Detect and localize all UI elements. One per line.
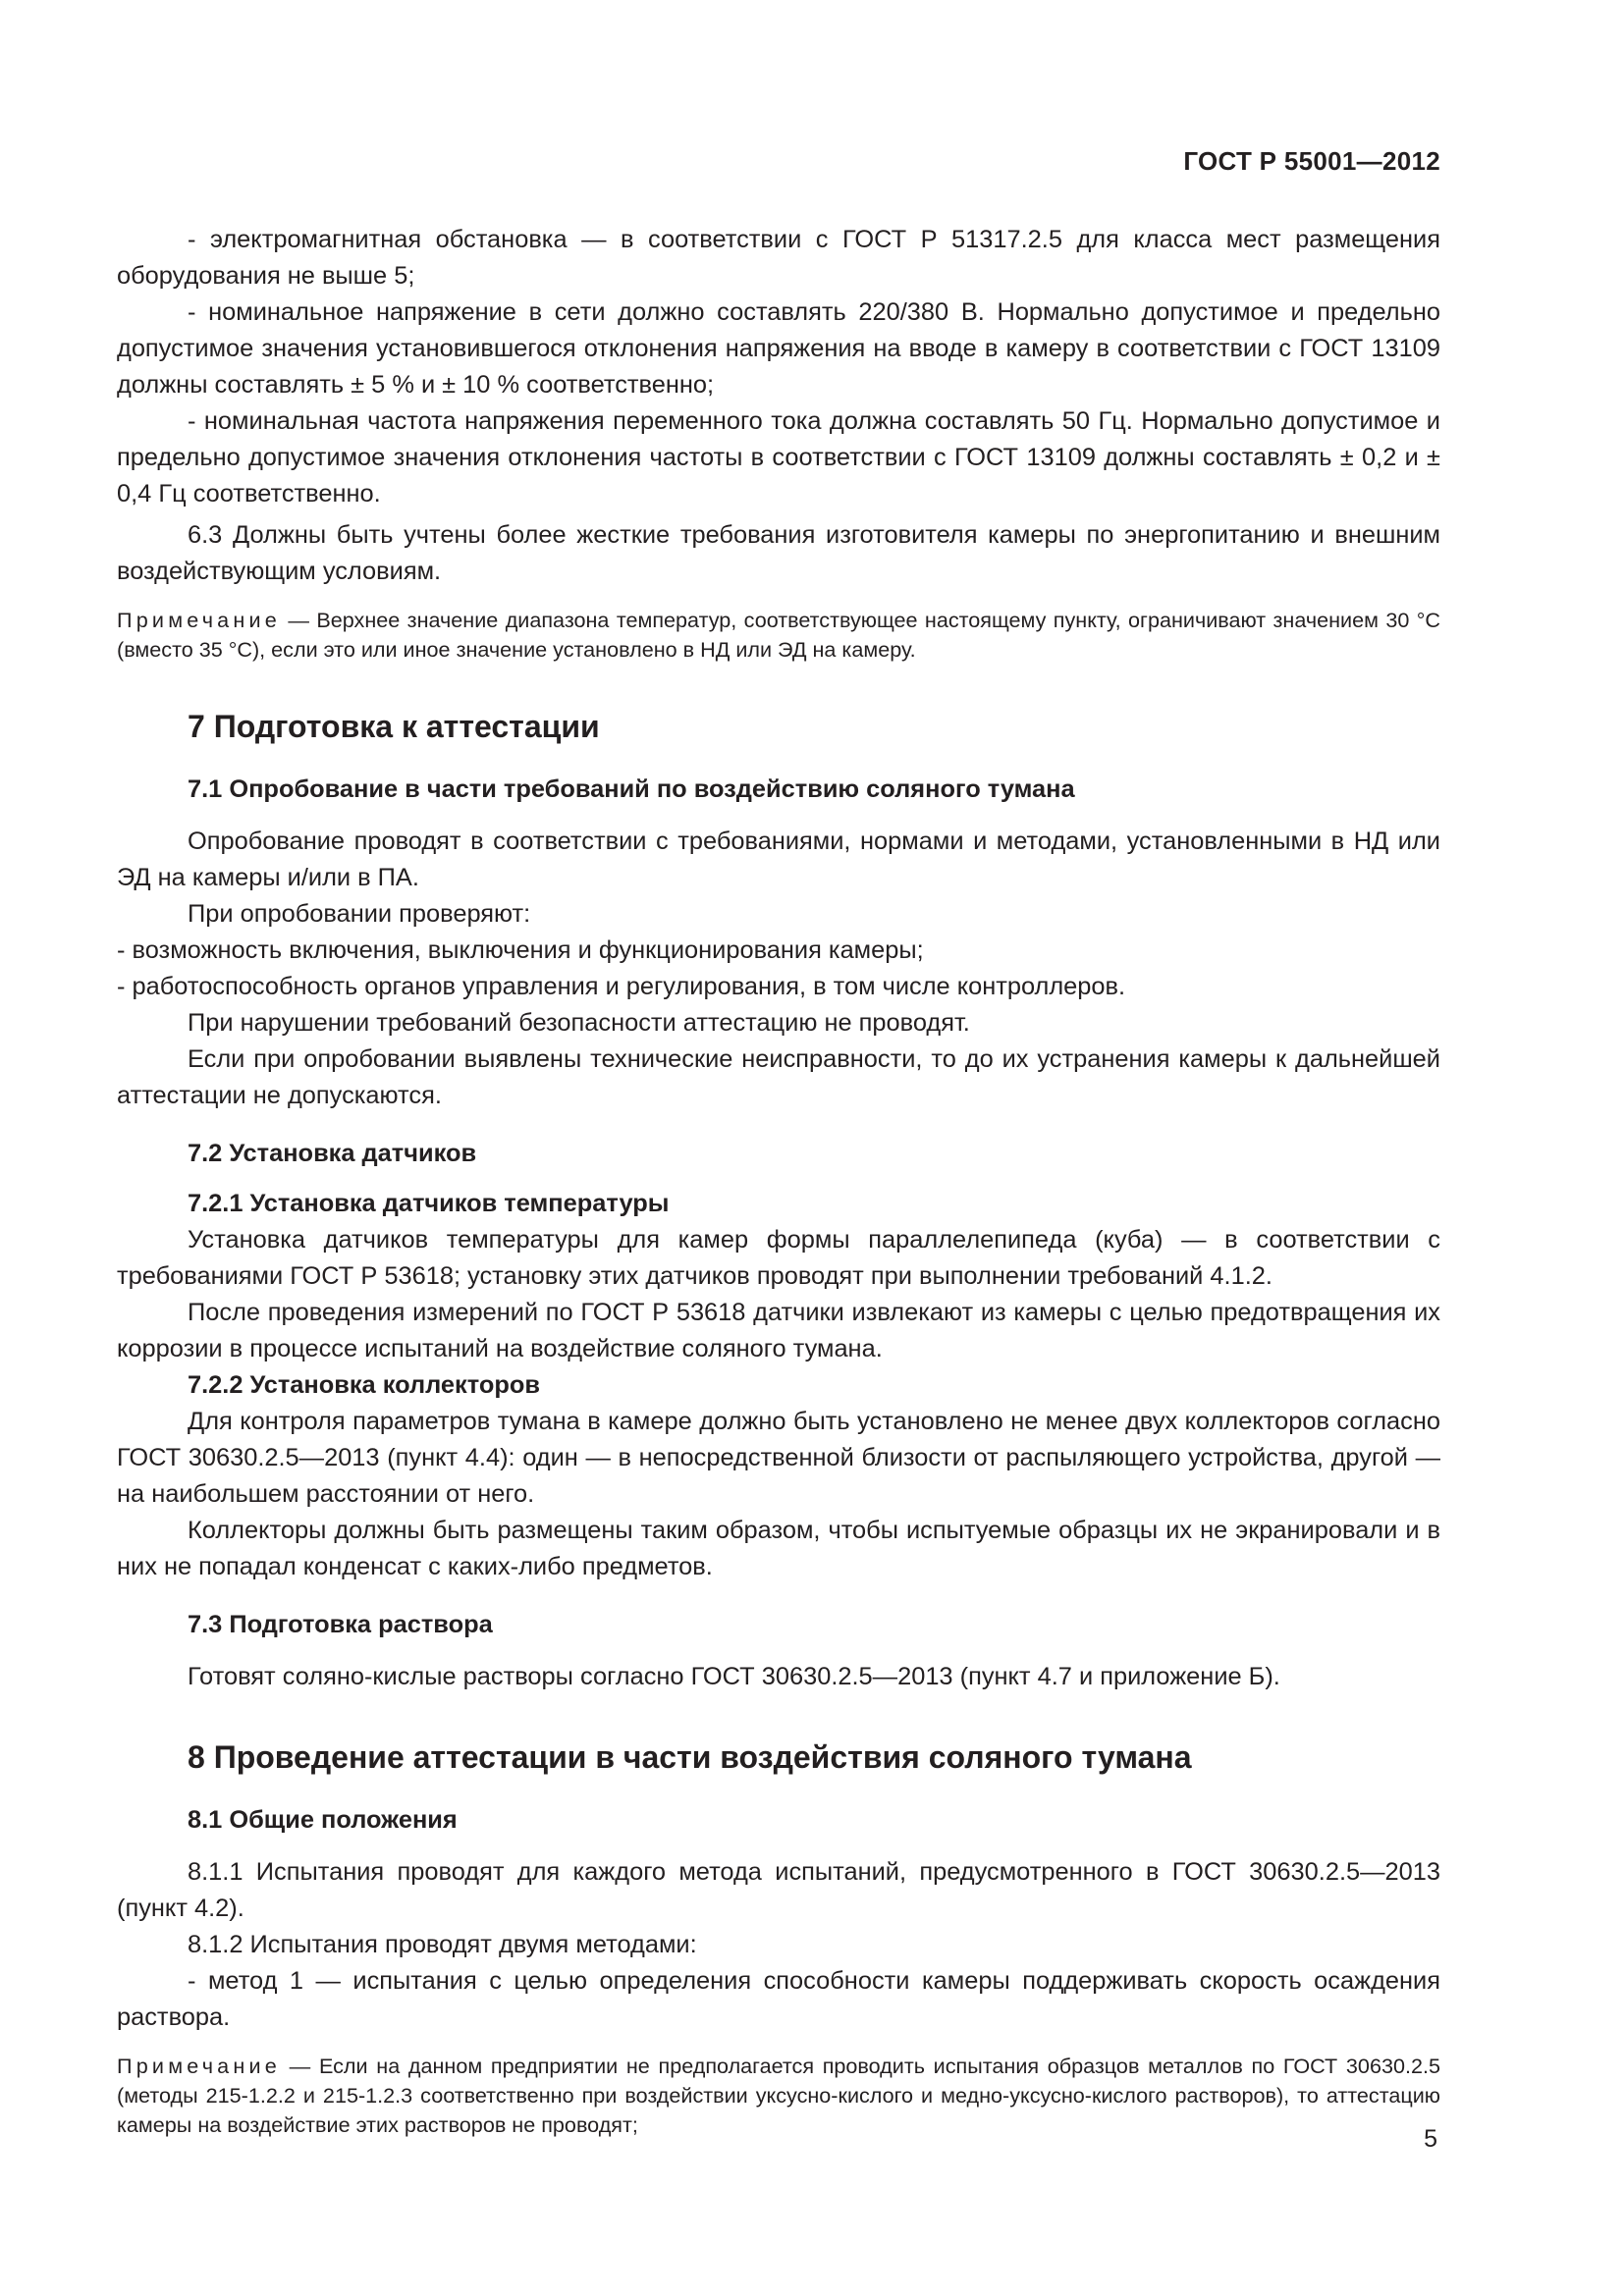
paragraph: Если при опробовании выявлены технические неисправности, то до их устранения камеры к дальнейшей аттестации не допускаются. — [117, 1045, 1440, 1109]
paragraph: 8.1.2 Испытания проводят двумя методами: — [188, 1931, 697, 1958]
paragraph: Для контроля параметров тумана в камере должно быть установлено не менее двух коллекторов согласно ГОСТ 30630.2.5—2013 (пункт 4.4): один — в непосредственной близости от распыляющего устройства, другой — на наибольшем расстоянии от него. — [117, 1408, 1440, 1508]
subsection-heading: 7.3 Подготовка раствора — [188, 1611, 493, 1638]
subsection-heading: 7.2 Установка датчиков — [188, 1140, 477, 1167]
note-text: — Если на данном предприятии не предполагается проводить испытания образцов металлов по ГОСТ 30630.2.5 (методы 215-1.2.2 и 215-1.2.3 соответственно при воздействии уксусно-кислого и медно-уксусно-кислого растворов), то аттестацию камеры на воздействие этих растворов не проводят; — [117, 2054, 1440, 2137]
paragraph: После проведения измерений по ГОСТ Р 53618 датчики извлекают из камеры с целью предотвращения их коррозии в процессе испытаний на воздействие соляного тумана. — [117, 1299, 1440, 1362]
note — [117, 2052, 1440, 2140]
note — [117, 606, 1440, 665]
paragraph: Опробование проводят в соответствии с требованиями, нормами и методами, установленными в НД или ЭД на камеры и/или в ПА. — [117, 828, 1440, 891]
paragraph: При опробовании проверяют: — [188, 900, 531, 928]
subsubsection-heading: 7.2.1 Установка датчиков температуры — [188, 1190, 670, 1217]
paragraph: 8.1.1 Испытания проводят для каждого метода испытаний, предусмотренного в ГОСТ 30630.2.5—2013 (пункт 4.2). — [117, 1858, 1440, 1922]
subsection-heading: 8.1 Общие положения — [188, 1806, 458, 1834]
paragraph: - номинальное напряжение в сети должно составлять 220/380 В. Нормально допустимое и предельно допустимое значения установившегося отклонения напряжения на вводе в камеру в соответствии с ГОСТ 13109 должны составлять ± 5 % и ± 10 % соответственно; — [117, 298, 1440, 399]
list-item: - работоспособность органов управления и регулирования, в том числе контроллеров. — [117, 973, 1126, 1000]
subsection-heading: 7.1 Опробование в части требований по воздействию соляного тумана — [188, 775, 1075, 803]
paragraph: 6.3 Должны быть учтены более жесткие требования изготовителя камеры по энергопитанию и внешним воздействующим условиям. — [117, 521, 1440, 585]
paragraph: Коллекторы должны быть размещены таким образом, чтобы испытуемые образцы их не экранировали и в них не попадал конденсат с каких-либо предметов. — [117, 1517, 1440, 1580]
note-label: Примечание — [117, 2054, 281, 2078]
paragraph: Готовят соляно-кислые растворы согласно ГОСТ 30630.2.5—2013 (пункт 4.7 и приложение Б). — [188, 1663, 1280, 1690]
note-text: — Верхнее значение диапазона температур, соответствующее настоящему пункту, ограничивают значением 30 °С (вместо 35 °С), если это или иное значение установлено в НД или ЭД на камеру. — [117, 608, 1440, 662]
list-item: - возможность включения, выключения и функционирования камеры; — [117, 936, 924, 964]
paragraph: - электромагнитная обстановка — в соответствии с ГОСТ Р 51317.2.5 для класса мест размещения оборудования не выше 5; — [117, 226, 1440, 290]
subsubsection-heading: 7.2.2 Установка коллекторов — [188, 1371, 540, 1399]
section-heading: 8 Проведение аттестации в части воздействия соляного тумана — [188, 1739, 1192, 1775]
document-body — [117, 222, 1440, 2140]
paragraph: Установка датчиков температуры для камер формы параллелепипеда (куба) — в соответствии с требованиями ГОСТ Р 53618; установку этих датчиков проводят при выполнении требований 4.1.2. — [117, 1226, 1440, 1290]
note-label: Примечание — [117, 608, 281, 632]
page-number: 5 — [1424, 2125, 1437, 2153]
paragraph: - номинальная частота напряжения переменного тока должна составлять 50 Гц. Нормально допустимое и предельно допустимое значения отклонения частоты в соответствии с ГОСТ 13109 должны составлять ± 0,2 и ± 0,4 Гц соответственно. — [117, 407, 1440, 507]
document-id-header: ГОСТ Р 55001—2012 — [1183, 146, 1440, 176]
paragraph: При нарушении требований безопасности аттестацию не проводят. — [188, 1009, 970, 1037]
list-item: - метод 1 — испытания с целью определения способности камеры поддерживать скорость осаждения раствора. — [117, 1967, 1440, 2031]
section-heading: 7 Подготовка к аттестации — [188, 709, 600, 744]
